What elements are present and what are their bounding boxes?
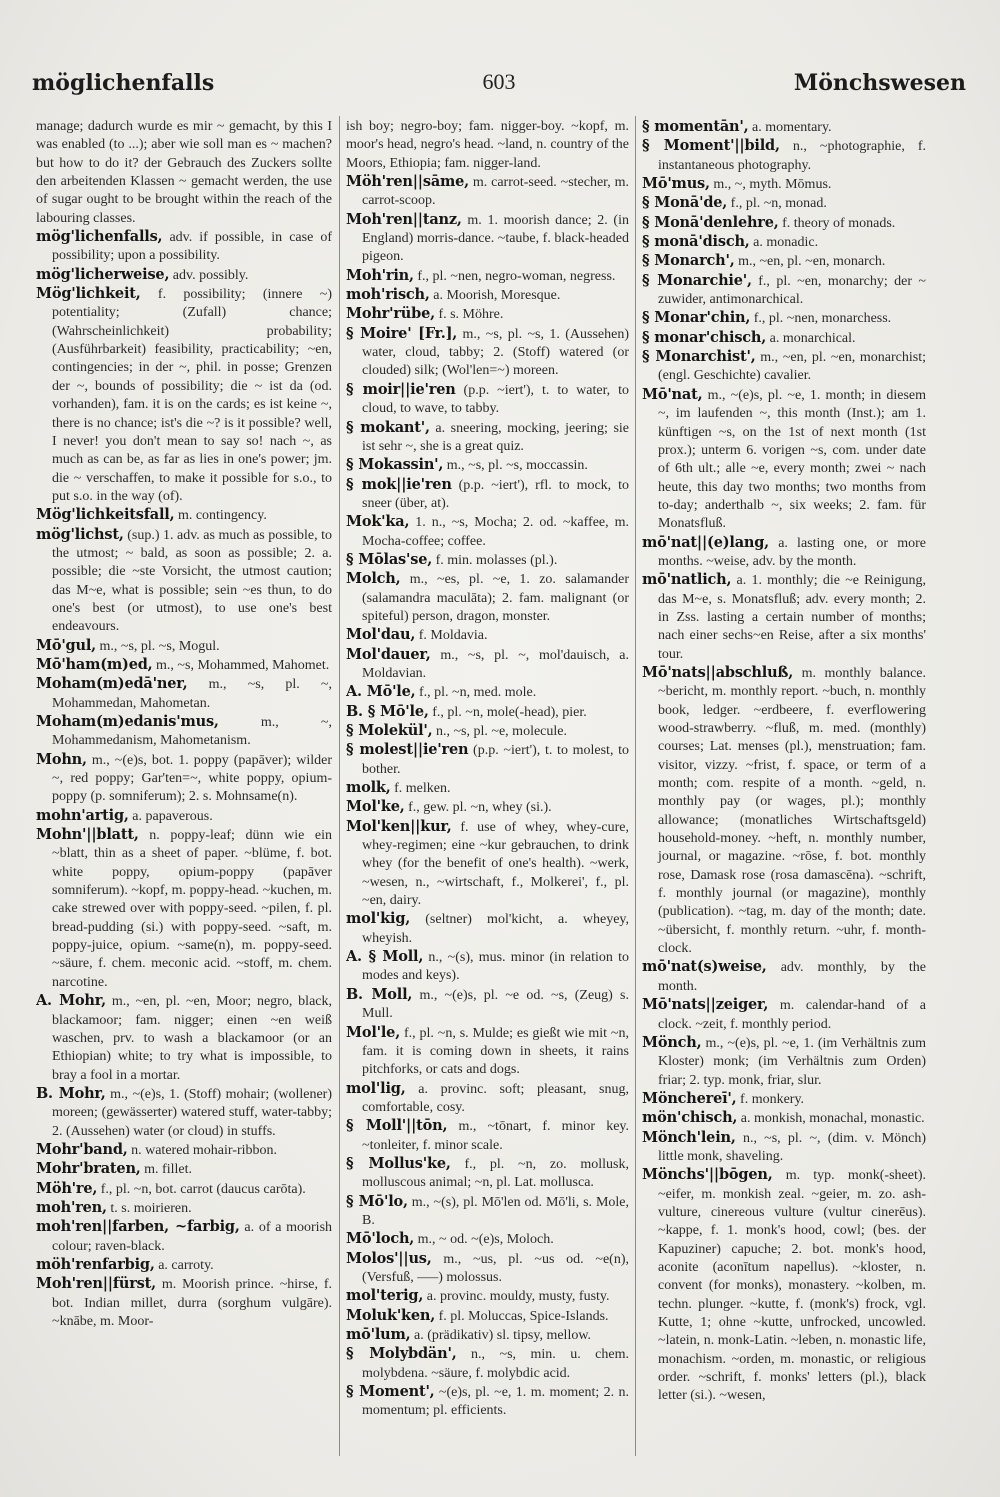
entry-headword: Moh'ren||tanz, bbox=[346, 210, 462, 228]
dictionary-entry bbox=[346, 646, 629, 684]
dictionary-entry bbox=[346, 1383, 629, 1421]
dictionary-entry bbox=[346, 381, 629, 419]
entry-definition: f. theory of monads. bbox=[782, 215, 896, 231]
entry-headword: § momentān', bbox=[642, 118, 749, 135]
page-header bbox=[32, 62, 966, 102]
entry-definition: m., ~s, pl. ~s, 1. (Aussehen) water, cloud, tabby; 2. (Stoff) watered (or clouded) silk; (Wol'len=~) moreen. bbox=[362, 326, 629, 379]
entry-headword: Mok'ka, bbox=[346, 513, 410, 531]
dictionary-entry bbox=[36, 506, 332, 525]
dictionary-entry bbox=[346, 570, 629, 626]
dictionary-entry bbox=[346, 476, 629, 514]
entry-definition: adv. monthly, by the month. bbox=[658, 960, 926, 994]
entry-headword: Mō'nats||abschluß, bbox=[642, 663, 794, 681]
entry-headword: Mönch'lein, bbox=[642, 1128, 736, 1146]
entry-definition: a. Moorish, Moresque. bbox=[433, 288, 561, 304]
entry-headword: Mō'ham(m)ed, bbox=[36, 655, 153, 673]
dictionary-entry bbox=[642, 1129, 926, 1167]
entry-definition: m., ~(s), pl. Mō'len od. Mō'li, s. Mole, B. bbox=[362, 1194, 629, 1228]
entry-definition: a. provinc. soft; pleasant, snug, comfortable, cosy. bbox=[362, 1081, 629, 1115]
dictionary-entry bbox=[36, 1199, 332, 1218]
entry-headword: moh'ren||farben, ~farbig, bbox=[36, 1218, 240, 1236]
dictionary-entry bbox=[642, 1109, 926, 1128]
dictionary-entry bbox=[346, 1287, 629, 1306]
entry-definition: 1. n., ~s, Mocha; 2. od. ~kaffee, m. Mocha-coffee; coffee. bbox=[362, 515, 629, 549]
entry-headword: Mō'gul, bbox=[36, 636, 96, 654]
dictionary-entry bbox=[642, 1090, 926, 1109]
entry-definition: m., ~es, pl. ~e, 1. zo. salamander (salamandra maculāta); 2. fam. malignant (or spiteful) person, dragon, monster. bbox=[362, 572, 629, 624]
dictionary-entry bbox=[346, 703, 629, 722]
entry-headword: mol'kig, bbox=[346, 910, 411, 928]
dictionary-entry bbox=[36, 637, 332, 656]
dictionary-entry bbox=[642, 571, 926, 664]
entry-headword: Molos'||us, bbox=[346, 1249, 432, 1267]
column-2 bbox=[346, 118, 629, 1463]
entry-headword: Moh'ren||fürst, bbox=[36, 1275, 156, 1293]
entry-headword: Mol'dauer, bbox=[346, 645, 431, 663]
entry-definition: n., ~s, pl. ~, (dim. v. Mönch) little monk, shaveling. bbox=[658, 1130, 926, 1164]
dictionary-entry bbox=[346, 948, 629, 986]
dictionary-entry bbox=[642, 664, 926, 959]
entry-headword: Möh're, bbox=[36, 1179, 98, 1197]
dictionary-entry bbox=[346, 1345, 629, 1383]
entry-definition: m., ~, Mohammedanism, Mahometanism. bbox=[52, 715, 332, 749]
dictionary-entry bbox=[36, 826, 332, 992]
dictionary-entry bbox=[346, 305, 629, 324]
dictionary-entry bbox=[346, 683, 629, 702]
entry-headword: § Moll'||tōn, bbox=[346, 1117, 448, 1135]
dictionary-entry bbox=[346, 910, 629, 948]
dictionary-entry bbox=[642, 175, 926, 194]
dictionary-entry bbox=[36, 285, 332, 506]
entry-headword: Moh'rin, bbox=[346, 266, 414, 284]
entry-headword: Mönchs'||bōgen, bbox=[642, 1166, 773, 1184]
entry-headword: Mol'ke, bbox=[346, 798, 405, 816]
entry-headword: mol'terig, bbox=[346, 1287, 424, 1305]
entry-definition: m., ~s, pl. ~, mol'dauisch, a. Moldavian. bbox=[362, 647, 629, 681]
entry-definition: m., ~en, pl. ~en, monarch. bbox=[738, 254, 886, 270]
entry-headword: A. § Moll, bbox=[346, 948, 424, 966]
entry-headword: B. § Mō'le, bbox=[346, 702, 429, 720]
entry-headword: § Monā'denlehre, bbox=[642, 213, 779, 231]
entry-definition: f. min. molasses (pl.). bbox=[435, 552, 558, 568]
entry-headword: Moham(m)edā'ner, bbox=[36, 675, 188, 693]
dictionary-entry bbox=[36, 1275, 332, 1331]
entry-headword: mō'nat||(e)lang, bbox=[642, 533, 770, 551]
dictionary-entry bbox=[346, 1024, 629, 1080]
dictionary-entry bbox=[36, 751, 332, 807]
dictionary-entry bbox=[36, 807, 332, 826]
dictionary-entry bbox=[346, 779, 629, 798]
entry-definition: a. monkish, monachal, monastic. bbox=[740, 1111, 925, 1127]
dictionary-entry bbox=[36, 266, 332, 285]
dictionary-entry bbox=[36, 526, 332, 637]
entry-headword: Mol'le, bbox=[346, 1023, 401, 1041]
dictionary-entry bbox=[346, 325, 629, 381]
entry-headword: § Monarchie', bbox=[642, 271, 752, 289]
entry-headword: mög'lichst, bbox=[36, 525, 124, 543]
entry-definition: f. s. Möhre. bbox=[438, 307, 504, 323]
dictionary-entry bbox=[36, 1160, 332, 1179]
dictionary-entry bbox=[346, 1193, 629, 1231]
entry-definition: m., ~(e)s, pl. ~e, 1. month; in diesem ~, im laufenden ~, this month (Inst.); am 1. künftigen ~s, on the 1st of next month (1st prox.); unterm 6. vorigen ~s, com. under date of 6th ult.; alle ~e, every month; zwei ~ nach heute, this day two months; two months from to-day; anderthalb ~, six weeks; 2. fam. für Monatsfluß. bbox=[658, 387, 926, 532]
column-3 bbox=[642, 118, 926, 1463]
entry-definition: a. carroty. bbox=[158, 1257, 214, 1273]
entry-definition: f., pl. ~n, med. mole. bbox=[419, 685, 537, 701]
dictionary-entry bbox=[346, 798, 629, 817]
entry-definition: a. sneering, mocking, jeering; sie ist sehr ~, she is a great quiz. bbox=[362, 420, 629, 454]
entry-headword: § Mollus'ke, bbox=[346, 1154, 451, 1172]
entry-definition: m., ~s, Mohammed, Mahomet. bbox=[156, 657, 330, 673]
dictionary-entry bbox=[36, 675, 332, 713]
entry-definition: ish boy; negro-boy; fam. nigger-boy. ~kopf, m. moor's head, negro's head. ~land, n. country of the Moors, Ethiopia; fam. nigger-land. bbox=[346, 119, 629, 171]
entry-definition: m., ~(e)s, pl. ~e, 1. (im Verhältnis zum Kloster) monk; (im Verhältnis zum Orden) friar; 2. typ. monk, friar, slur. bbox=[658, 1035, 926, 1088]
entry-definition: (p.p. ~iert'), t. to molest, to bother. bbox=[362, 743, 629, 777]
entry-headword: Möh'ren||sāme, bbox=[346, 173, 470, 191]
entry-headword: § molest||ie'ren bbox=[346, 741, 469, 759]
entry-headword: mög'lichenfalls, bbox=[36, 228, 163, 246]
dictionary-entry bbox=[642, 348, 926, 386]
dictionary-entry bbox=[346, 211, 629, 267]
entry-definition: manage; dadurch wurde es mir ~ gemacht, by this I was enabled (to ...); aber wie soll man es ~ machen? but how to do it? der Gebrauch des Zuckers sollte den arbeitenden Klassen ~ gemacht werden, the use of sugar ought to be brought within the reach of the labouring classes. bbox=[36, 119, 332, 226]
dictionary-entry bbox=[642, 386, 926, 534]
entry-headword: mög'licherweise, bbox=[36, 265, 170, 283]
dictionary-entry bbox=[642, 194, 926, 213]
dictionary-entry bbox=[346, 419, 629, 457]
entry-definition: a. monadic. bbox=[753, 235, 819, 251]
entry-definition: m. Moorish prince. ~hirse, f. bot. Indian millet, durra (sorghum vulgāre). ~knābe, m. Moor- bbox=[52, 1277, 332, 1329]
entry-definition: m., ~ od. ~(e)s, Moloch. bbox=[417, 1232, 554, 1248]
dictionary-entry bbox=[642, 1166, 926, 1405]
entry-headword: Moluk'ken, bbox=[346, 1306, 436, 1324]
column-1 bbox=[36, 118, 332, 1463]
entry-definition: m. fillet. bbox=[144, 1162, 192, 1178]
dictionary-entry bbox=[346, 818, 629, 911]
entry-definition: a. (prädikativ) sl. tipsy, mellow. bbox=[414, 1328, 592, 1343]
dictionary-entry bbox=[642, 233, 926, 252]
entry-definition: a. papaverous. bbox=[132, 808, 213, 824]
dictionary-entry bbox=[346, 1230, 629, 1249]
entry-headword: § monar'chisch, bbox=[642, 328, 767, 346]
dictionary-entry bbox=[642, 329, 926, 348]
entry-definition: m., ~(e)s, pl. ~e od. ~s, (Zeug) s. Mull. bbox=[362, 987, 629, 1022]
entry-definition: m. typ. monk(-sheet). ~eifer, m. monkish zeal. ~geier, m. zo. ash-vulture, cinereous vulture (vultur cinerēus). ~kappe, f. 1. monk's hood, cowl; (bes. der Kapuziner) capuche; 2. bot. monk's hood, aconite (aconītum napellus). ~kloster, n. convent (for monks), monastery. ~kolben, m. techn. plunger. ~kutte, f. (monk's) frock, vgl. Kutte, 1; ohne ~kutte, unfrocked, uncowled. ~latein, n. monk-Latin. ~leben, n. monastic life, monachism. ~orden, m. monastic, or religious order. ~schrift, f. monks' letters (pl.), black letter (si.). ~wesen, bbox=[658, 1168, 926, 1404]
entry-definition: f., pl. ~n, bot. carrot (daucus carōta). bbox=[100, 1181, 306, 1197]
dictionary-entry bbox=[642, 309, 926, 328]
entry-headword: molk, bbox=[346, 779, 391, 797]
column-divider bbox=[635, 116, 636, 1456]
entry-definition: (p.p. ~iert'), rfl. to mock, to sneer (über, at). bbox=[362, 477, 629, 511]
entry-definition: m., ~(e)s, 1. (Stoff) mohair; (wollener) moreen; (gewässerter) watered stuff, water-tabby; 2. (Aussehen) water (or cloud) in stuffs. bbox=[52, 1086, 332, 1139]
entry-headword: Mohr'rübe, bbox=[346, 305, 435, 323]
header-last-entry: Mönchswesen bbox=[793, 70, 966, 96]
entry-definition: n. poppy-leaf; dünn wie ein ~blatt, thin as a sheet of paper. ~blüme, f. bot. white poppy, opium-poppy (papāver somniferum). ~kopf, m. poppy-head. ~kuchen, m. cake strewed over with poppy-seed. ~pilen, f. pl. bread-pudding (si.) with poppy-seed. ~saft, m. poppy-juice, opium. ~same(n), m. poppy-seed. ~säure, f. chem. meconic acid. ~stoff, m. chem. narcotine. bbox=[52, 828, 332, 990]
entry-headword: § monā'disch, bbox=[642, 233, 750, 251]
entry-definition: m., ~, myth. Mōmus. bbox=[713, 177, 832, 193]
entry-definition: (p.p. ~iert'), t. to water, to cloud, to wave, to tabby. bbox=[362, 382, 629, 417]
entry-headword: A. Mō'le, bbox=[346, 683, 416, 701]
entry-definition: adv. possibly. bbox=[172, 267, 249, 283]
header-first-entry: möglichenfalls bbox=[32, 70, 215, 96]
entry-headword: Mō'mus, bbox=[642, 175, 710, 193]
dictionary-entry bbox=[642, 272, 926, 310]
entry-definition: a. monarchical. bbox=[769, 330, 856, 346]
entry-definition: m. contingency. bbox=[177, 508, 267, 524]
entry-definition: n., ~s, min. u. chem. molybdena. ~säure, f. molybdic acid. bbox=[362, 1347, 629, 1381]
dictionary-entry bbox=[36, 1085, 332, 1141]
dictionary-entry bbox=[346, 118, 629, 173]
dictionary-entry bbox=[346, 1307, 629, 1326]
entry-headword: § Monarch', bbox=[642, 252, 735, 270]
entry-definition: adv. if possible, in case of possibility; upon a possibility. bbox=[52, 230, 332, 264]
entry-definition: f. melken. bbox=[394, 781, 451, 797]
entry-headword: moh'ren, bbox=[36, 1198, 107, 1216]
entry-definition: m., ~tōnart, f. minor key. ~tonleiter, f. minor scale. bbox=[362, 1119, 629, 1153]
entry-definition: f. Moldavia. bbox=[418, 628, 488, 644]
entry-headword: Mohr'band, bbox=[36, 1140, 128, 1158]
entry-definition: f. use of whey, whey-cure, whey-regimen; eine ~kur gebrauchen, to drink whey (for the benefit of one's health). ~werk, ~wesen, n., ~wirtschaft, f., Molkerei', f., pl. ~en, dairy. bbox=[362, 819, 629, 909]
entry-headword: B. Moll, bbox=[346, 985, 413, 1003]
dictionary-entry bbox=[36, 992, 332, 1085]
page-number: 603 bbox=[482, 69, 516, 94]
dictionary-entry bbox=[346, 1155, 629, 1193]
dictionary-entry bbox=[346, 1117, 629, 1155]
entry-definition: (seltner) mol'kicht, a. wheyey, wheyish. bbox=[362, 912, 629, 946]
dictionary-entry bbox=[346, 173, 629, 211]
entry-headword: Moham(m)edanis'mus, bbox=[36, 713, 219, 730]
entry-definition: ~(e)s, pl. ~e, 1. m. moment; 2. n. momentum; pl. efficients. bbox=[362, 1385, 629, 1419]
dictionary-entry bbox=[346, 267, 629, 286]
dictionary-entry bbox=[346, 513, 629, 551]
entry-definition: m. 1. moorish dance; 2. (in England) morris-dance. ~taube, f. black-headed pigeon. bbox=[362, 212, 629, 265]
entry-headword: Mō'nats||zeiger, bbox=[642, 996, 769, 1014]
entry-definition: f. possibility; (innere ~) potentiality; (Zufall) chance; (Wahrscheinlichkeit) probability; (Ausführbarkeit) feasibility, practicability; ~en, contingencies; in der ~, phil. in posse; Grenzen der ~, bounds of possibility; die ~ ist da (od. vorhanden), fam. it is on the cards; es ist keine ~, there is no chance; ist's die ~? is it possible? well, I never! you don't mean to say so! nach ~, as much as can be, as far as lies in one's power; jm. die ~ verschaffen, to make it possible for s.o., to put s.o. in the way (of). bbox=[52, 287, 332, 504]
entry-headword: Mohn'||blatt, bbox=[36, 826, 139, 844]
dictionary-entry bbox=[346, 986, 629, 1024]
entry-headword: mō'natlich, bbox=[642, 571, 732, 589]
dictionary-entry bbox=[346, 1250, 629, 1288]
entry-definition: f., pl. ~n, zo. mollusk, molluscous animal; ~n, pl. Lat. mollusca. bbox=[362, 1156, 629, 1191]
entry-headword: Mō'loch, bbox=[346, 1230, 415, 1248]
entry-headword: § Monarchist', bbox=[642, 348, 756, 366]
dictionary-entry bbox=[642, 118, 926, 137]
entry-headword: § mokant', bbox=[346, 418, 430, 436]
entry-headword: A. Mohr, bbox=[36, 992, 106, 1010]
dictionary-entry bbox=[36, 656, 332, 675]
entry-definition: m., ~(e)s, bot. 1. poppy (papāver); wilder ~, red poppy; Gar'ten=~, white poppy, opium-poppy (p. somniferum); 2. s. Mohnsame(n). bbox=[52, 752, 332, 805]
entry-headword: Mönchereī', bbox=[642, 1089, 737, 1107]
entry-definition: m., ~en, pl. ~en, Moor; negro, black, blackamoor; fam. nigger; einen ~en weiß waschen, prv. to wash a blackamoor (or an Ethiopian) white; to try what is impossible, to bray a fool in a mortar. bbox=[52, 994, 332, 1083]
entry-definition: f., pl. ~en, monarchy; der ~ zuwider, antimonarchical. bbox=[658, 273, 926, 308]
entry-definition: m. carrot-seed. ~stecher, m. carrot-scoop. bbox=[362, 175, 629, 209]
entry-headword: § Molekül', bbox=[346, 722, 433, 739]
entry-definition: f., pl. ~n, mole(-head), pier. bbox=[432, 704, 587, 720]
dictionary-entry bbox=[36, 1256, 332, 1275]
entry-headword: mol'lig, bbox=[346, 1079, 406, 1097]
entry-definition: m., ~us, pl. ~us od. ~e(n), (Versfuß, ‒‒‒) molossus. bbox=[362, 1251, 629, 1285]
entry-headword: § Mokassin', bbox=[346, 456, 444, 474]
entry-headword: Mol'ken||kur, bbox=[346, 817, 452, 835]
entry-headword: Mō'nat, bbox=[642, 385, 703, 403]
dictionary-entry bbox=[346, 741, 629, 779]
entry-headword: Mol'dau, bbox=[346, 626, 416, 644]
entry-definition: m. calendar-hand of a clock. ~zeit, f. monthly period. bbox=[658, 998, 926, 1032]
entry-headword: mön'chisch, bbox=[642, 1109, 738, 1127]
entry-definition: f. pl. Moluccas, Spice-Islands. bbox=[438, 1308, 609, 1324]
dictionary-entry bbox=[346, 626, 629, 645]
dictionary-entry bbox=[36, 1180, 332, 1199]
dictionary-entry bbox=[642, 1034, 926, 1090]
entry-definition: a. momentary. bbox=[751, 120, 832, 135]
entry-headword: Mög'lichkeit, bbox=[36, 285, 141, 303]
dictionary-entry bbox=[346, 1080, 629, 1118]
entry-definition: a. lasting one, or more months. ~weise, adv. by the month. bbox=[658, 535, 926, 569]
entry-headword: mohn'artig, bbox=[36, 806, 129, 824]
dictionary-entry bbox=[642, 958, 926, 996]
entry-headword: § mok||ie'ren bbox=[346, 475, 452, 493]
entry-headword: Mohr'braten, bbox=[36, 1160, 141, 1178]
entry-definition: n., ~photographie, f. instantaneous photography. bbox=[658, 139, 926, 173]
entry-definition: m., ~s, pl. ~s, moccassin. bbox=[446, 458, 588, 474]
entry-definition: (sup.) 1. adv. as much as possible, to the utmost; ~ bald, as soon as possible; 2. a. possible; die ~ste Vorsicht, the utmost caution; das M~e, what is possible; sein ~es thun, to do one's best (or utmost), to use one's best endeavours. bbox=[52, 527, 332, 635]
entry-headword: mō'lum, bbox=[346, 1326, 411, 1343]
column-divider bbox=[339, 116, 340, 1456]
dictionary-entry bbox=[642, 214, 926, 233]
dictionary-entry bbox=[346, 722, 629, 741]
dictionary-entry bbox=[36, 228, 332, 266]
dictionary-entry bbox=[36, 1218, 332, 1256]
dictionary-entry bbox=[36, 1141, 332, 1160]
entry-definition: f., pl. ~nen, monarchess. bbox=[753, 311, 892, 327]
entry-definition: n. watered mohair-ribbon. bbox=[131, 1142, 278, 1158]
entry-definition: f., pl. ~n, monad. bbox=[730, 196, 827, 212]
entry-headword: Molch, bbox=[346, 570, 401, 588]
entry-definition: m., ~en, pl. ~en, monarchist; (engl. Geschichte) cavalier. bbox=[658, 350, 926, 384]
entry-definition: n., ~(s), mus. minor (in relation to modes and keys). bbox=[362, 950, 629, 984]
entry-headword: § Mōlas'se, bbox=[346, 550, 433, 568]
entry-headword: § moir||ie'ren bbox=[346, 380, 456, 398]
entry-definition: t. s. moirieren. bbox=[110, 1200, 192, 1216]
entry-definition: a. of a moorish colour; raven-black. bbox=[52, 1220, 332, 1254]
dictionary-entry bbox=[642, 534, 926, 572]
dictionary-entry bbox=[346, 551, 629, 570]
dictionary-entry bbox=[642, 996, 926, 1034]
entry-headword: möh'renfarbig, bbox=[36, 1255, 155, 1273]
entry-definition: f. monkery. bbox=[740, 1091, 805, 1107]
entry-definition: m., ~s, pl. ~, Mohammedan, Mahometan. bbox=[52, 677, 332, 711]
entry-definition: n., ~s, pl. ~e, molecule. bbox=[435, 724, 567, 739]
entry-definition: f., gew. pl. ~n, whey (si.). bbox=[408, 800, 552, 816]
entry-headword: § Moire' [Fr.], bbox=[346, 324, 458, 342]
entry-headword: § Mō'lo, bbox=[346, 1192, 408, 1210]
dictionary-entry bbox=[346, 286, 629, 305]
entry-headword: Mohn, bbox=[36, 750, 87, 768]
entry-headword: moh'risch, bbox=[346, 286, 430, 304]
entry-headword: mō'nat(s)weise, bbox=[642, 958, 767, 976]
entry-definition: f., pl. ~nen, negro-woman, negress. bbox=[417, 268, 616, 284]
dictionary-entry bbox=[642, 137, 926, 175]
entry-definition: a. provinc. mouldy, musty, fusty. bbox=[426, 1289, 610, 1305]
entry-definition: m. monthly balance. ~bericht, m. monthly report. ~buch, n. monthly book, ledger. ~erdbeere, f. everflowering wood-strawberry. ~fluß, m. med. (monthly) courses; Lat. menses (pl.), menstruation; fam. visitor, vizzy. ~frist, f. space, or term of a month; com. respite of a month. ~geld, n. monthly pay (or wages, pl.); monthly allowance; (monatliches Wirtschaftsgeld) household-money. ~heft, n. monthly number, journal, or magazine. ~rōse, f. bot. monthly rose, Damask rose (rosa damascēna). ~schrift, f. monthly journal (or magazine), monthly (publication). ~tag, m. day of the month; date. ~übersicht, f. monthly return. ~uhr, f. month-clock. bbox=[658, 665, 926, 957]
entry-definition: f., pl. ~n, s. Mulde; es gießt wie mit ~n, fam. it is coming down in sheets, it rains pitchforks, or cats and dogs. bbox=[362, 1025, 629, 1078]
dictionary-entry bbox=[36, 118, 332, 228]
dictionary-entry bbox=[346, 1326, 629, 1345]
entry-headword: Mönch, bbox=[642, 1033, 702, 1051]
entry-headword: § Molybdän', bbox=[346, 1345, 457, 1363]
entry-headword: B. Mohr, bbox=[36, 1084, 106, 1102]
entry-headword: § Monar'chin, bbox=[642, 309, 751, 327]
entry-headword: § Monā'de, bbox=[642, 194, 728, 212]
entry-headword: § Moment'||bild, bbox=[642, 137, 780, 155]
dictionary-entry bbox=[642, 252, 926, 271]
entry-headword: § Moment', bbox=[346, 1383, 435, 1401]
entry-headword: Mög'lichkeitsfall, bbox=[36, 506, 175, 524]
entry-definition: a. 1. monthly; die ~e Reinigung, das M~e, s. Monatsfluß; adv. every month; 2. in Zss. lasting a certain number of months; nach einer sechs~en Reise, after a six months' tour. bbox=[658, 573, 926, 662]
entry-definition: m., ~s, pl. ~s, Mogul. bbox=[99, 638, 220, 654]
dictionary-entry bbox=[36, 713, 332, 751]
dictionary-entry bbox=[346, 456, 629, 475]
